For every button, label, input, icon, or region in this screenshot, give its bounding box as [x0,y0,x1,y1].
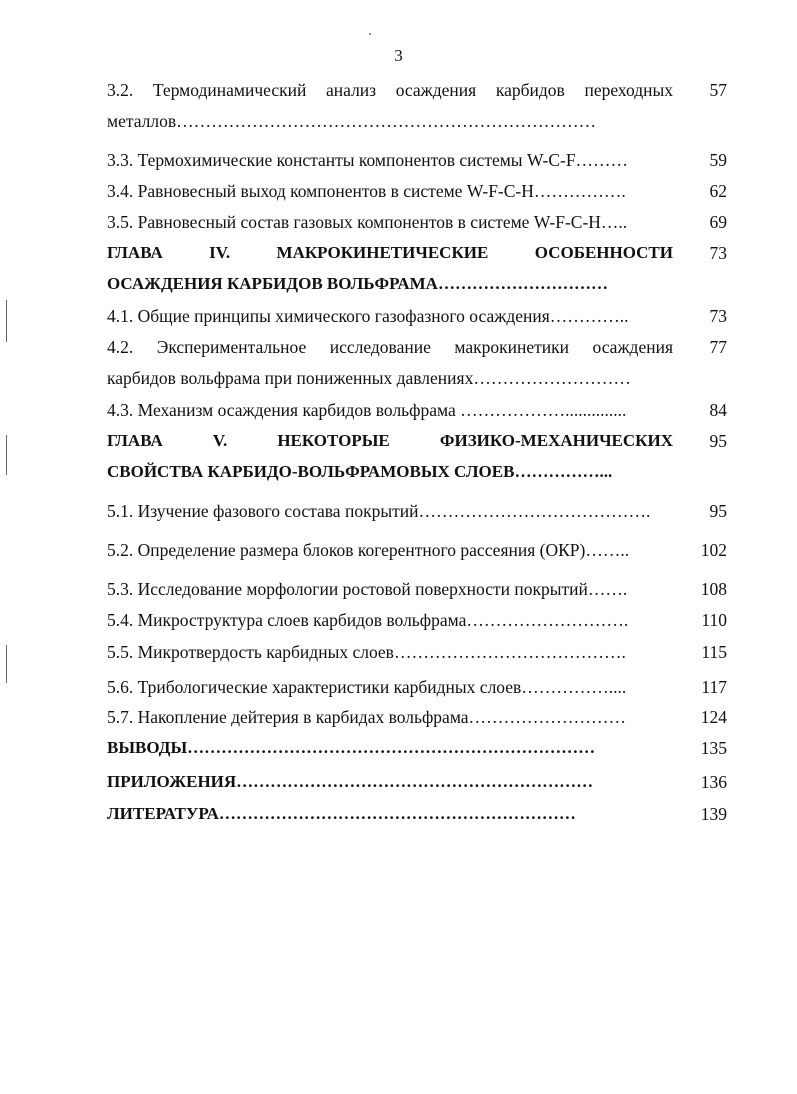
toc-entry-title: СВОЙСТВА КАРБИДО-ВОЛЬФРАМОВЫХ СЛОЕВ……………... [107,462,613,481]
toc-page-number: 136 [700,772,727,792]
scan-speck [369,33,371,35]
toc-page-number: 110 [701,610,727,630]
page-number: 3 [394,46,403,65]
toc-page-number: 102 [700,540,727,560]
toc-entry-title: 3.5. Равновесный состав газовых компонентов в системе W-F-C-H….. [107,212,628,232]
scan-margin-mark [6,300,7,342]
toc-page-number: 124 [700,707,727,727]
toc-entry-title: 5.4. Микроструктура слоев карбидов вольфрама………………………. [107,610,629,630]
toc-page-number: 108 [700,579,727,599]
toc-entry-title: ЛИТЕРАТУРА……………………………………………………… [107,804,576,823]
toc-page-number: 95 [709,501,727,521]
toc-page-number: 62 [709,181,727,201]
toc-entry-title: ГЛАВА IV. МАКРОКИНЕТИЧЕСКИЕ ОСОБЕННОСТИ [107,243,673,262]
toc-page-number: 73 [709,243,727,263]
toc-entry-title: 3.2. Термодинамический анализ осаждения карбидов переходных [107,80,673,100]
toc-entry-title: ГЛАВА V. НЕКОТОРЫЕ ФИЗИКО-МЕХАНИЧЕСКИХ [107,431,673,450]
toc-page-number: 73 [709,306,727,326]
toc-page-number: 57 [709,80,727,100]
scan-margin-mark [6,645,7,683]
toc-page-number: 139 [700,804,727,824]
toc-entry-title: 5.2. Определение размера блоков когерентного рассеяния (ОКР)…….. [107,540,630,560]
toc-page-number: 115 [701,642,727,662]
toc-entry-title: 5.5. Микротвердость карбидных слоев…………………………………. [107,642,626,662]
toc-page-number: 135 [700,738,727,758]
toc-page-number: 84 [709,400,727,420]
toc-entry-title: ВЫВОДЫ……………………………………………………………… [107,738,596,757]
toc-page-number: 69 [709,212,727,232]
toc-entry-title: 3.4. Равновесный выход компонентов в системе W-F-C-H……………. [107,181,626,201]
toc-entry-title: 5.6. Трибологические характеристики карбидных слоев…………….... [107,677,627,697]
toc-page-number: 59 [709,150,727,170]
toc-entry-title: 5.1. Изучение фазового состава покрытий…………………………………. [107,501,651,521]
toc-entry-title: 4.3. Механизм осаждения карбидов вольфрама ……………….............. [107,400,627,420]
toc-entry-title: ОСАЖДЕНИЯ КАРБИДОВ ВОЛЬФРАМА………………………… [107,274,608,293]
toc-entry-title: металлов……………………………………………………………… [107,111,597,131]
toc-entry-title: 5.3. Исследование морфологии ростовой поверхности покрытий……. [107,579,628,599]
toc-entry-title: 3.3. Термохимические константы компонентов системы W-C-F……… [107,150,629,170]
toc-entry-title: ПРИЛОЖЕНИЯ……………………………………………………… [107,772,594,791]
toc-entry-title: 5.7. Накопление дейтерия в карбидах вольфрама……………………… [107,707,627,727]
toc-entry-title: 4.1. Общие принципы химического газофазного осаждения………….. [107,306,629,326]
scan-margin-mark [6,435,7,475]
toc-page-number: 95 [709,431,727,451]
toc-page-number: 117 [701,677,727,697]
toc-entry-title: 4.2. Экспериментальное исследование макрокинетики осаждения [107,337,673,357]
toc-entry-title: карбидов вольфрама при пониженных давлениях……………………… [107,368,631,388]
toc-page-number: 77 [709,337,727,357]
